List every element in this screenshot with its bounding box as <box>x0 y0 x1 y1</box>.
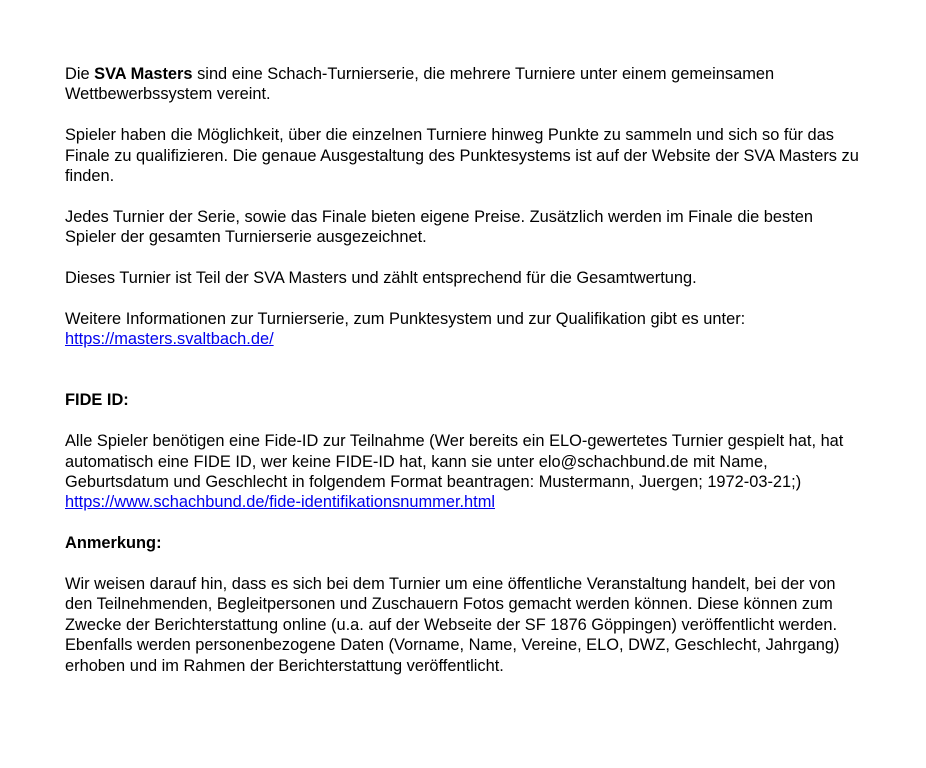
document-body <box>65 64 865 696</box>
fide-text: Alle Spieler benötigen eine Fide-ID zur Teilnahme (Wer bereits ein ELO-gewertetes Turnier gespielt hat, hat automatisch eine FIDE ID, wer keine FIDE-ID hat, kann sie unter elo@schachbund.de mit Name, Geburtsdatum und Geschlecht in folgendem Format beantragen: Mustermann, Juergen; 1972-03-21;) <box>65 432 844 492</box>
masters-link[interactable]: https://masters.svaltbach.de/ <box>65 330 274 349</box>
intro-paragraph <box>65 64 865 105</box>
prizes-paragraph: Jedes Turnier der Serie, sowie das Finale bieten eigene Preise. Zusätzlich werden im Finale die besten Spieler der gesamten Turnierserie ausgezeichnet. <box>65 207 813 247</box>
intro-before: Die <box>65 65 95 83</box>
fide-heading: FIDE ID: <box>65 391 129 410</box>
fide-paragraph <box>65 431 865 513</box>
points-paragraph: Spieler haben die Möglichkeit, über die einzelnen Turniere hinweg Punkte zu sammeln und sich so für das Finale zu qualifizieren. Die genaue Ausgestaltung des Punktesystems ist auf der Website der SVA Masters zu finden. <box>65 126 859 186</box>
intro-after: sind eine Schach-Turnierserie, die mehrere Turniere unter einem gemeinsamen Wettbewerbssystem vereint. <box>65 65 775 104</box>
brand-name: SVA Masters <box>94 65 193 83</box>
note-paragraph: Wir weisen darauf hin, dass es sich bei dem Turnier um eine öffentliche Veranstaltung handelt, bei der von den Teilnehmenden, Begleitpersonen und Zuschauern Fotos gemacht werden können. Diese können zum Zwecke der Berichterstattung online (u.a. auf der Webseite der SF 1876 Göppingen) veröffentlicht werden. Ebenfalls werden personenbezogene Daten (Vorname, Name, Vereine, ELO, DWZ, Geschlecht, Jahrgang) erhoben und im Rahmen der Berichterstattung veröffentlicht. <box>65 575 840 675</box>
more-info-text: Weitere Informationen zur Turnierserie, zum Punktesystem und zur Qualifikation gibt es unter: <box>65 309 746 328</box>
note-heading: Anmerkung: <box>65 534 162 553</box>
fide-link[interactable]: https://www.schachbund.de/fide-identifikationsnummer.html <box>65 493 496 512</box>
spacer <box>65 370 865 390</box>
series-paragraph: Dieses Turnier ist Teil der SVA Masters und zählt entsprechend für die Gesamtwertung. <box>65 269 697 288</box>
more-info-paragraph <box>65 309 865 350</box>
